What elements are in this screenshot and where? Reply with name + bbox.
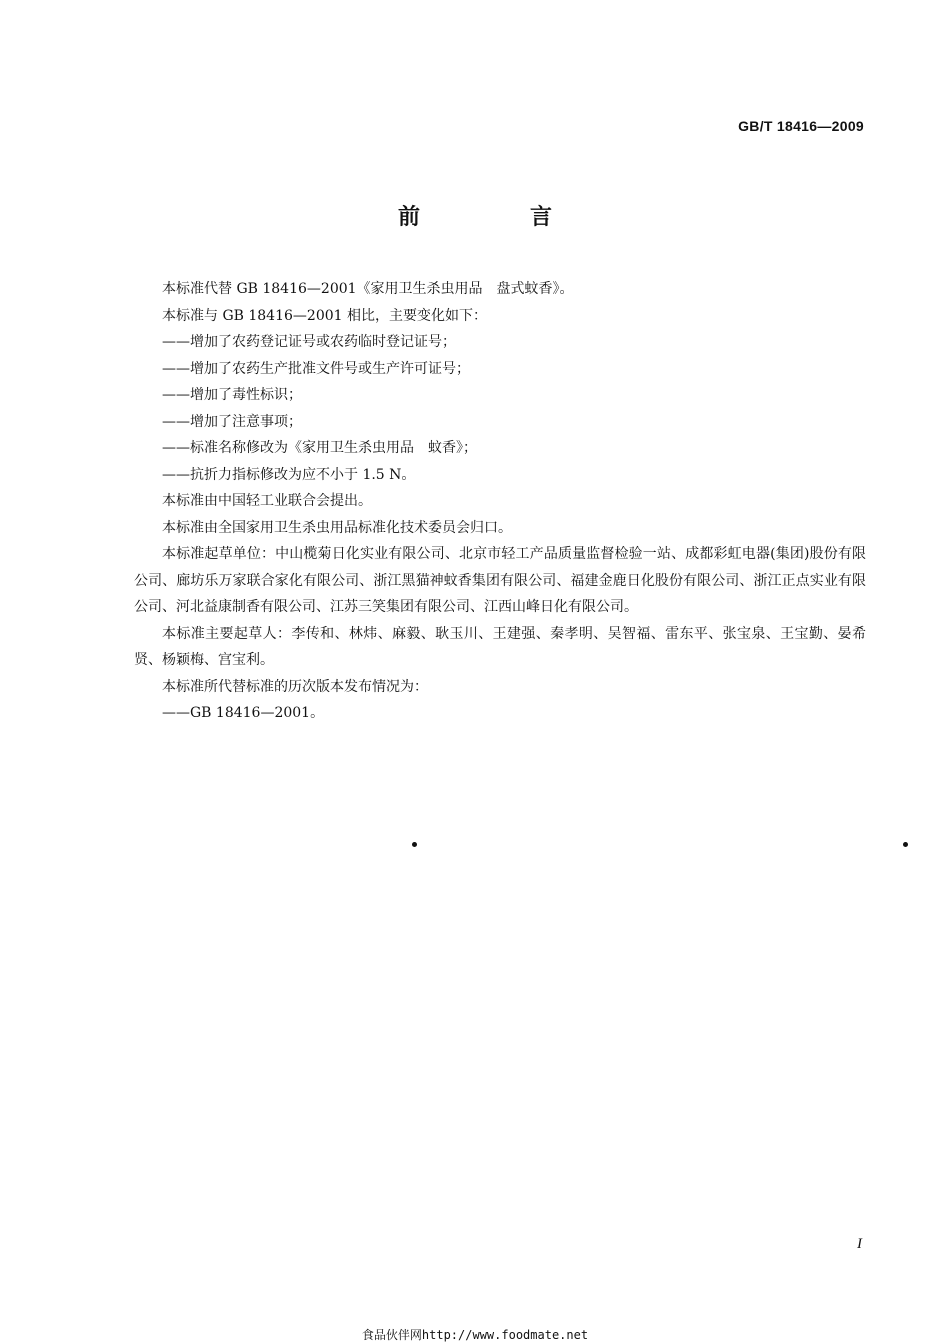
history-item: ——GB 18416—2001。	[162, 705, 325, 721]
scan-dot	[903, 842, 908, 847]
paragraph-history-intro: 本标准所代替标准的历次版本发布情况为：	[162, 678, 428, 695]
scan-dot	[412, 842, 417, 847]
paragraph-replaces: 本标准代替 GB 18416—2001《家用卫生杀虫用品 盘式蚊香》。	[162, 281, 574, 297]
preface-body	[134, 276, 866, 727]
change-item: ——增加了毒性标识；	[162, 387, 302, 403]
change-item: ——增加了农药生产批准文件号或生产许可证号；	[162, 360, 470, 377]
paragraph-proposed-by: 本标准由中国轻工业联合会提出。	[162, 493, 372, 509]
paragraph-changes-intro: 本标准与 GB 18416—2001 相比，主要变化如下：	[162, 307, 487, 324]
paragraph-drafters: 本标准主要起草人：李传和、林炜、麻毅、耿玉川、王建强、秦孝明、吴智福、雷东平、张宝泉、王宝勤、晏希贤、杨颖梅、宫宝利。	[134, 625, 866, 668]
change-item: ——增加了注意事项；	[162, 413, 302, 430]
footer-watermark: 食品伙伴网http://www.foodmate.net	[361, 1328, 589, 1342]
paragraph-managed-by: 本标准由全国家用卫生杀虫用品标准化技术委员会归口。	[162, 519, 512, 536]
standard-code: GB/T 18416—2009	[738, 118, 864, 134]
paragraph-drafting-units: 本标准起草单位：中山榄菊日化实业有限公司、北京市轻工产品质量监督检验一站、成都彩虹电器(集团)股份有限公司、廊坊乐万家联合家化有限公司、浙江黑猫神蚊香集团有限公司、福建金鹿日化股份有限公司、浙江正点实业有限公司、河北益康制香有限公司、江苏三笑集团有限公司、江西山峰日化有限公司。	[134, 546, 866, 615]
change-item: ——标准名称修改为《家用卫生杀虫用品 蚊香》；	[162, 440, 477, 456]
change-item: ——抗折力指标修改为应不小于 1.5 N。	[162, 466, 416, 483]
page-number: I	[857, 1236, 862, 1252]
change-item: ——增加了农药登记证号或农药临时登记证号；	[162, 334, 456, 350]
page-title: 前 言	[397, 205, 596, 230]
